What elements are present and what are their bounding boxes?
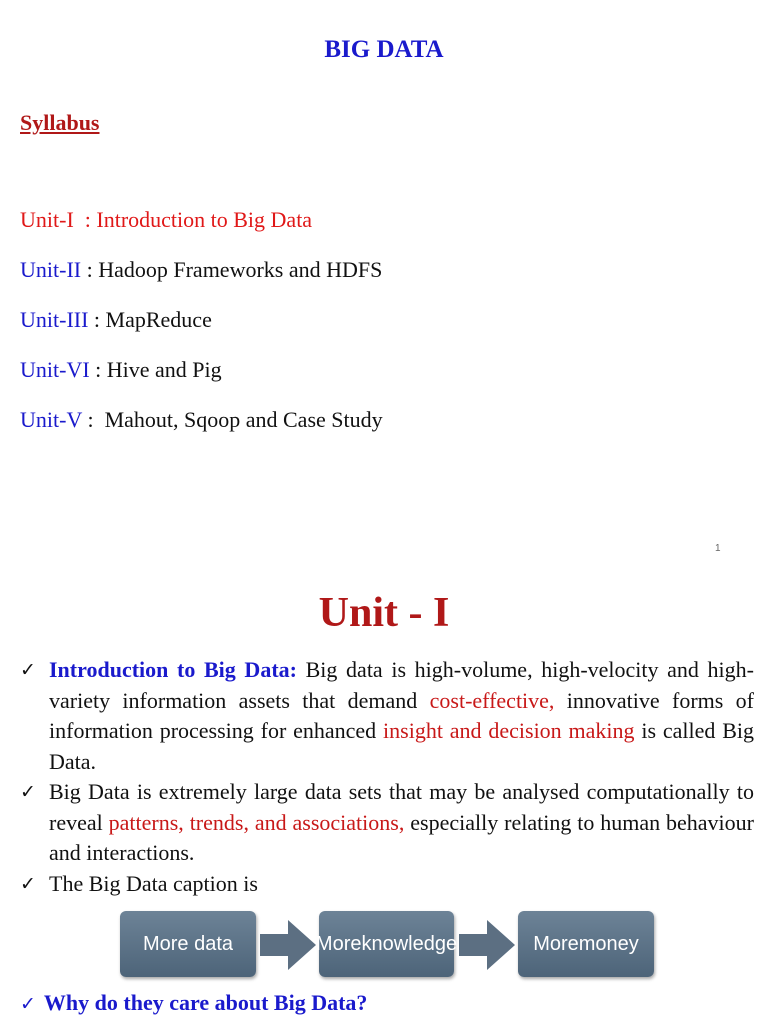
check-icon: ✓ [20, 873, 36, 895]
unit-separator: : [81, 407, 105, 432]
unit-line-1 [20, 207, 312, 233]
slide-title: Unit - I [318, 590, 450, 636]
check-icon: ✓ [20, 659, 36, 681]
check-icon: ✓ [20, 781, 36, 803]
bullet-text: especially relating to human behaviour and interactions. [49, 809, 754, 865]
why-care-heading [20, 990, 367, 1016]
unit-topic: Mahout, Sqoop and Case Study [104, 407, 383, 432]
unit-code: Unit-I [20, 207, 74, 232]
unit-line-4 [20, 357, 222, 383]
unit-topic: Hadoop Frameworks and HDFS [98, 257, 383, 282]
unit-separator: : [89, 357, 107, 382]
highlight-text: insight and decision making [383, 718, 635, 743]
flow-box-more-money: More money [518, 911, 654, 977]
bullet-text: is called Big Data. [49, 718, 755, 774]
syllabus-heading: Syllabus [20, 110, 100, 135]
bullet-lead: Introduction to Big Data: [49, 657, 297, 682]
highlight-text: patterns, trends, and associations, [108, 809, 405, 835]
why-care-text: Why do they care about Big Data? [43, 990, 368, 1015]
highlight-text: cost-effective, [429, 687, 555, 713]
unit-topic: MapReduce [105, 307, 212, 332]
slide-title: BIG DATA [324, 36, 444, 63]
bullet-text: Big Data is extremely large data sets that may be analysed computationally to reveal [49, 779, 754, 835]
flow-box-more-knowledge: More knowledge [319, 911, 454, 977]
flow-box-more-data: More data [120, 911, 256, 977]
bullet-definition [20, 655, 754, 777]
unit-code: Unit-II [20, 257, 82, 282]
unit-line-2 [20, 257, 382, 283]
unit-separator: : [73, 207, 97, 232]
right-arrow-icon [260, 920, 316, 970]
right-arrow-icon [459, 920, 515, 970]
bullet-text: innovative forms of information processing for enhanced [49, 687, 754, 743]
unit-code: Unit-VI [20, 357, 90, 382]
check-icon: ✓ [20, 993, 36, 1015]
unit-separator: : [81, 257, 99, 282]
unit-separator: : [88, 307, 106, 332]
unit-code: Unit-III [20, 307, 89, 332]
bullet-text: Big data is high-volume, high-velocity and high-variety information assets that demand [49, 657, 754, 713]
unit-topic: Hive and Pig [106, 357, 222, 382]
bullet-caption [20, 869, 754, 900]
unit-topic: Introduction to Big Data [96, 207, 313, 232]
unit-line-5 [20, 407, 383, 433]
unit-line-3 [20, 307, 212, 333]
bullet-description [20, 777, 754, 869]
page-number: 1 [715, 543, 721, 554]
unit-code: Unit-V [20, 407, 82, 432]
slide-unit-1 [0, 575, 768, 1024]
bullet-text: The Big Data caption is [49, 871, 258, 896]
